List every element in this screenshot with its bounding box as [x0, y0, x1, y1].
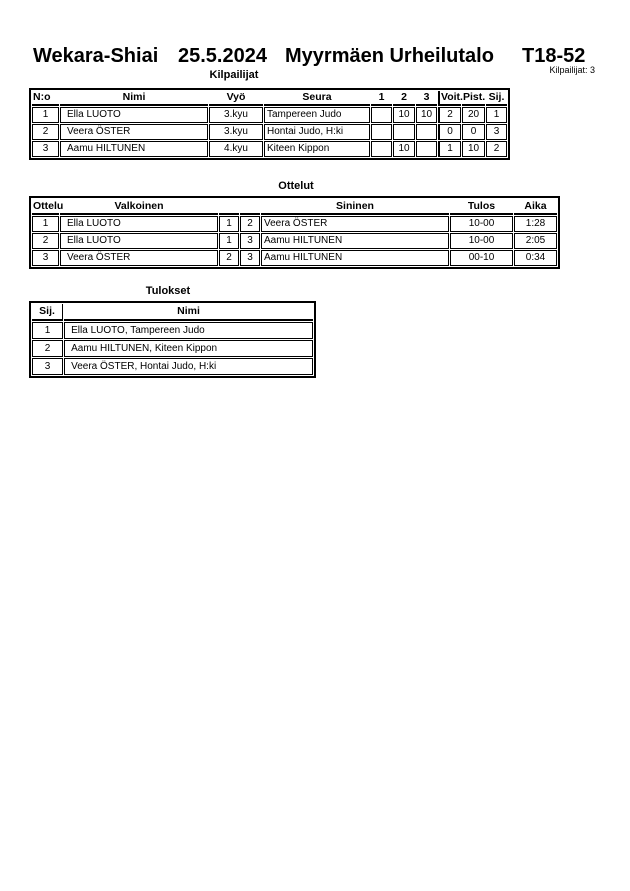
results-table: [29, 301, 316, 378]
cell-bout2: 10: [393, 107, 415, 123]
cell-blue-number: 2: [240, 216, 260, 232]
header-bout1: 1: [371, 91, 392, 106]
cell-time: 2:05: [514, 233, 557, 249]
header-points: Pist.: [462, 91, 485, 106]
header-spacer: [219, 199, 239, 215]
cell-place: 3: [32, 358, 63, 375]
header-white: Valkoinen: [60, 199, 218, 215]
cell-bout3: 10: [416, 107, 437, 123]
results-table-caption: Tulokset: [145, 285, 191, 297]
header-place: Sij.: [486, 91, 507, 106]
header-belt: Vyö: [209, 91, 263, 106]
cell-match-number: 1: [32, 216, 59, 232]
competitors-table-caption: Kilpailijat: [209, 69, 259, 81]
header-name: Nimi: [60, 91, 208, 106]
cell-number: 1: [32, 107, 59, 123]
header-place: Sij.: [32, 304, 63, 321]
matches-table-caption: Ottelut: [278, 180, 314, 192]
cell-time: 0:34: [514, 250, 557, 266]
cell-white-name: Ella LUOTO: [60, 233, 218, 249]
cell-name: Ella LUOTO: [60, 107, 208, 123]
header-name: Nimi: [64, 304, 313, 321]
header-bout3: 3: [416, 91, 437, 106]
cell-belt: 3.kyu: [209, 124, 263, 140]
cell-white-number: 1: [219, 216, 239, 232]
cell-points: 0: [462, 124, 485, 140]
competitor-row: [32, 107, 507, 123]
cell-bout3: [416, 141, 437, 157]
cell-club: Tampereen Judo: [264, 107, 370, 123]
cell-points: 10: [462, 141, 485, 157]
cell-match-number: 2: [32, 233, 59, 249]
result-row: [32, 340, 313, 357]
title-venue: Myyrmäen Urheilutalo: [285, 45, 494, 67]
cell-place: 3: [486, 124, 507, 140]
results-header-row: [32, 304, 313, 321]
cell-blue-number: 3: [240, 250, 260, 266]
cell-name: Aamu HILTUNEN: [60, 141, 208, 157]
cell-club: Kiteen Kippon: [264, 141, 370, 157]
cell-time: 1:28: [514, 216, 557, 232]
header-blue: Sininen: [261, 199, 449, 215]
cell-bout3: [416, 124, 437, 140]
title-category: T18-52: [522, 45, 586, 67]
result-row: [32, 322, 313, 339]
cell-blue-name: Veera ÖSTER: [261, 216, 449, 232]
cell-match-number: 3: [32, 250, 59, 266]
cell-blue-name: Aamu HILTUNEN: [261, 250, 449, 266]
cell-name-club: Ella LUOTO, Tampereen Judo: [64, 322, 313, 339]
header-time: Aika: [514, 199, 557, 215]
cell-name-club: Veera ÖSTER, Hontai Judo, H:ki: [64, 358, 313, 375]
cell-club: Hontai Judo, H:ki: [264, 124, 370, 140]
cell-blue-number: 3: [240, 233, 260, 249]
competitor-row: [32, 141, 507, 157]
cell-place: 2: [32, 340, 63, 357]
competitors-header-row: [32, 91, 507, 106]
match-row: [32, 233, 557, 249]
header-result: Tulos: [450, 199, 513, 215]
header-club: Seura: [264, 91, 370, 106]
header-spacer: [240, 199, 260, 215]
cell-place: 1: [486, 107, 507, 123]
matches-table: [29, 196, 560, 269]
header-number: N:o: [32, 91, 59, 106]
cell-bout1: [371, 141, 392, 157]
cell-points: 20: [462, 107, 485, 123]
cell-white-name: Veera ÖSTER: [60, 250, 218, 266]
cell-name: Veera ÖSTER: [60, 124, 208, 140]
cell-white-number: 1: [219, 233, 239, 249]
cell-place: 1: [32, 322, 63, 339]
result-row: [32, 358, 313, 375]
header-bout2: 2: [393, 91, 415, 106]
competitor-row: [32, 124, 507, 140]
cell-blue-name: Aamu HILTUNEN: [261, 233, 449, 249]
match-row: [32, 250, 557, 266]
cell-bout2: 10: [393, 141, 415, 157]
cell-belt: 3.kyu: [209, 107, 263, 123]
cell-result: 00-10: [450, 250, 513, 266]
matches-header-row: [32, 199, 557, 215]
title-event: Wekara-Shiai: [33, 45, 159, 67]
competitors-table: [29, 88, 510, 160]
cell-result: 10-00: [450, 233, 513, 249]
cell-wins: 0: [438, 124, 461, 140]
cell-white-name: Ella LUOTO: [60, 216, 218, 232]
cell-wins: 1: [438, 141, 461, 157]
cell-name-club: Aamu HILTUNEN, Kiteen Kippon: [64, 340, 313, 357]
cell-belt: 4.kyu: [209, 141, 263, 157]
cell-number: 3: [32, 141, 59, 157]
header-match-number: Ottelu: [32, 199, 59, 215]
cell-result: 10-00: [450, 216, 513, 232]
cell-white-number: 2: [219, 250, 239, 266]
cell-bout1: [371, 107, 392, 123]
cell-bout1: [371, 124, 392, 140]
title-date: 25.5.2024: [178, 45, 267, 67]
cell-place: 2: [486, 141, 507, 157]
match-row: [32, 216, 557, 232]
competitor-count-label: Kilpailijat: 3: [549, 65, 595, 75]
cell-wins: 2: [438, 107, 461, 123]
cell-number: 2: [32, 124, 59, 140]
header-wins: Voit.: [438, 91, 461, 106]
cell-bout2: [393, 124, 415, 140]
